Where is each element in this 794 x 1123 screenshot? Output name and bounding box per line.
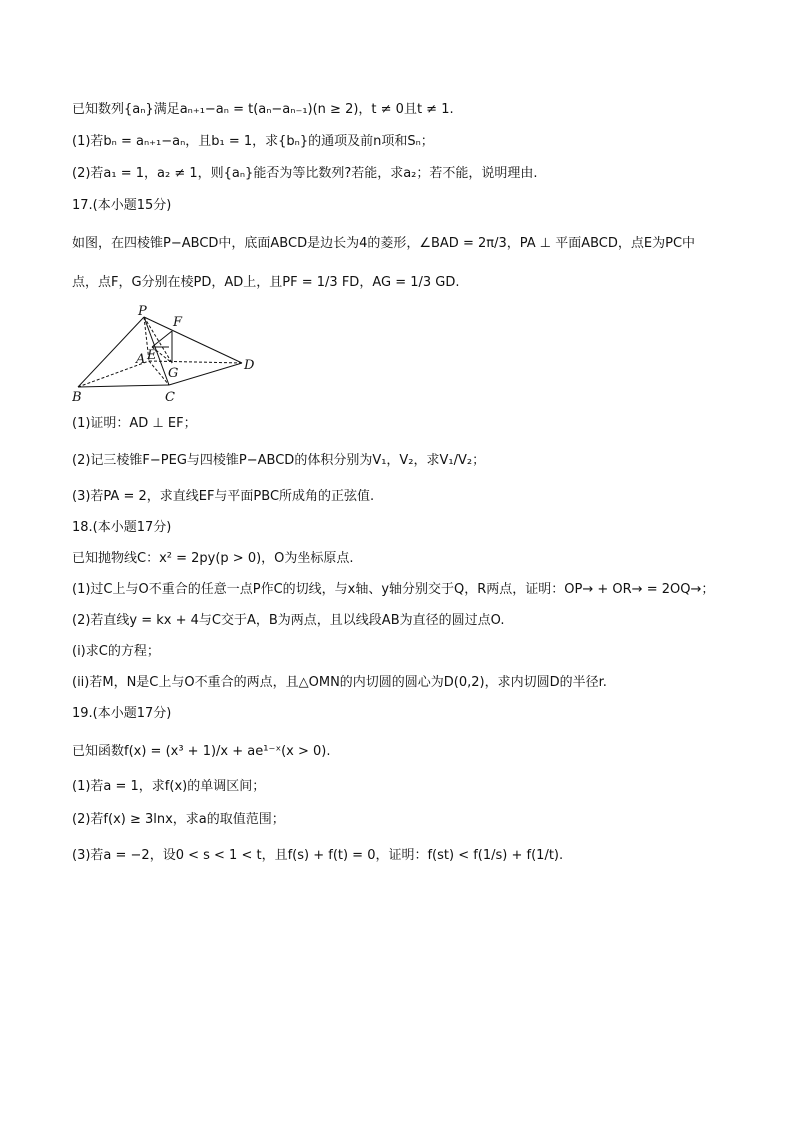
edge-BC [78, 385, 169, 387]
pyramid-figure [72, 305, 272, 405]
problem-18-part-1: (1)过C上与O不重合的任意一点P作C的切线，与x轴、y轴分别交于Q，R两点，证明：OP→ + OR→ = 2OQ→； [72, 582, 715, 597]
problem-16-stem: 已知数列{aₙ}满足aₙ₊₁−aₙ = t(aₙ−aₙ₋₁)(n ≥ 2)，t ≠ 0且t ≠ 1. [72, 102, 454, 117]
edge-CD [169, 363, 242, 385]
label-P: P [138, 305, 147, 319]
problem-16-part-1: (1)若bₙ = aₙ₊₁−aₙ，且b₁ = 1，求{bₙ}的通项及前n项和Sₙ； [72, 134, 434, 149]
problem-19-stem: 已知函数f(x) = (x³ + 1)/x + ae¹⁻ˣ(x > 0). [72, 744, 331, 759]
problem-18-part-2-i: (i)求C的方程； [72, 644, 160, 659]
label-E: E [147, 348, 157, 363]
problem-17-part-1: (1)证明：AD ⊥ EF； [72, 416, 197, 431]
label-A: A [136, 352, 146, 367]
problem-19-header: 19.(本小题17分) [72, 706, 172, 721]
label-C: C [165, 390, 175, 405]
problem-18-part-2-ii: (ii)若M，N是C上与O不重合的两点，且△OMN的内切圆的圆心为D(0,2)，求内切圆D的半径r. [72, 675, 607, 690]
problem-16-part-2: (2)若a₁ = 1，a₂ ≠ 1，则{aₙ}能否为等比数列?若能，求a₂；若不能，说明理由. [72, 166, 538, 181]
segment-EF [152, 331, 172, 347]
pyramid-diagram [72, 305, 272, 405]
problem-18-part-2: (2)若直线y = kx + 4与C交于A，B为两点，且以线段AB为直径的圆过点O. [72, 613, 505, 628]
problem-19-part-2: (2)若f(x) ≥ 3lnx，求a的取值范围； [72, 812, 285, 827]
problem-19-part-1: (1)若a = 1，求f(x)的单调区间； [72, 779, 266, 794]
problem-17-header: 17.(本小题15分) [72, 198, 172, 213]
edge-PB [78, 317, 144, 387]
problem-19-part-3: (3)若a = −2，设0 < s < 1 < t，且f(s) + f(t) = 0，证明：f(st) < f(1/s) + f(1/t). [72, 848, 564, 863]
label-B: B [72, 390, 82, 405]
problem-17-stem-line-1: 如图，在四棱锥P−ABCD中，底面ABCD是边长为4的菱形，∠BAD = 2π/3，PA ⊥ 平面ABCD，点E为PC中 [72, 236, 696, 251]
problem-17-part-3: (3)若PA = 2，求直线EF与平面PBC所成角的正弦值. [72, 489, 375, 504]
label-G: G [168, 366, 179, 381]
edge-AC-hidden [149, 361, 169, 385]
label-D: D [244, 358, 255, 373]
problem-18-header: 18.(本小题17分) [72, 520, 172, 535]
problem-18-stem: 已知抛物线C：x² = 2py(p > 0)，O为坐标原点. [72, 551, 354, 566]
problem-17-part-2: (2)记三棱锥F−PEG与四棱锥P−ABCD的体积分别为V₁，V₂，求V₁/V₂； [72, 453, 486, 468]
edge-AD-hidden [149, 361, 242, 363]
label-F: F [173, 315, 183, 330]
problem-17-stem-line-2: 点，点F，G分别在棱PD，AD上，且PF = 1/3 FD，AG = 1/3 GD. [72, 275, 460, 290]
